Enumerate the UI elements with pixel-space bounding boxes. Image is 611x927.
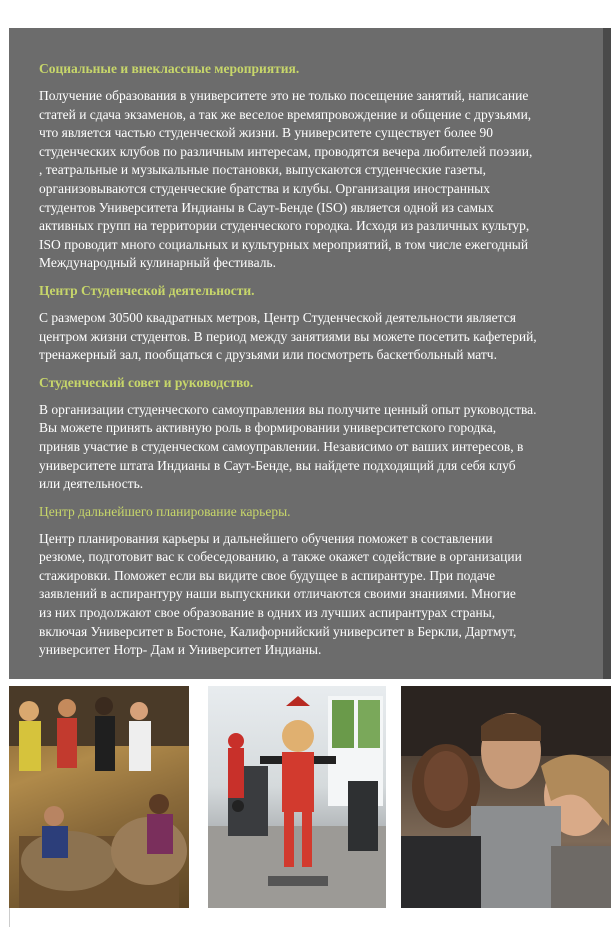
text-line: центром жизни студентов. В период между занятиями вы можете посетить кафетерий, xyxy=(39,328,537,344)
text-line: активных групп на территории студенческого городка. Исходя из различных культур, xyxy=(39,218,530,234)
panel-right-edge xyxy=(603,28,611,679)
article-content xyxy=(39,60,579,669)
text-line: университет Нотр- Дам и Университет Индианы. xyxy=(39,642,322,658)
text-line: Центр планирования карьеры и дальнейшего обучения поможет в составлении xyxy=(39,530,493,546)
text-line: или деятельность. xyxy=(39,476,144,492)
text-line: Получение образования в университете это не только посещение занятий, написание xyxy=(39,88,529,103)
paragraph-social-events xyxy=(39,87,579,273)
heading-student-council: Студенческий совет и руководство. xyxy=(39,374,254,390)
text-line: ISO проводит много социальных и культурных мероприятий, в том числе ежегодный xyxy=(39,236,529,252)
paragraph-career-center xyxy=(39,530,579,660)
text-line: резюме, подготовит вас к собеседованию, а также окажет содействие в организации xyxy=(39,549,522,565)
left-margin-line xyxy=(9,908,10,927)
paragraph-student-council xyxy=(39,401,579,494)
text-line: студенческих клубов по различным интересам, проводятся вечера любителей поэзии, xyxy=(39,143,533,159)
text-line: В организации студенческого самоуправления вы получите ценный опыт руководства. xyxy=(39,401,537,417)
photo-strip xyxy=(9,686,611,908)
heading-social-events: Социальные и внеклассные мероприятия. xyxy=(39,61,300,76)
students-lounge-illustration xyxy=(9,686,189,908)
text-line: С размером 30500 квадратных метров, Центр Студенческой деятельности является xyxy=(39,309,516,325)
text-line: заявлений в аспирантуру наши выпускники отличаются своими знаниями. Многие xyxy=(39,586,516,602)
text-line: тренажерный зал, пообщаться с друзьями или посмотреть баскетбольный матч. xyxy=(39,347,497,363)
heading-career-center: Центр дальнейшего планирование карьеры. xyxy=(39,503,291,519)
text-line: что является частью студенческой жизни. В университете существует более 90 xyxy=(39,125,493,141)
paragraph-student-center xyxy=(39,309,579,365)
mascot-gym-illustration xyxy=(208,686,386,908)
mascot-gym-photo xyxy=(208,686,386,908)
text-line: из них продолжают свое образование в одних из лучших аспирантурах страны, xyxy=(39,605,496,621)
text-line: университете штата Индианы в Саут-Бенде, вы найдете подходящий для себя клуб xyxy=(39,457,516,473)
students-lounge-photo xyxy=(9,686,189,908)
heading-student-center: Центр Студенческой деятельности. xyxy=(39,282,255,298)
text-line: статей и сдача экзаменов, а так же веселое времяпровождение и общение с друзьями, xyxy=(39,106,532,122)
students-selfie-illustration xyxy=(401,686,611,908)
text-line: Вы можете принять активную роль в формировании университетского городка, xyxy=(39,420,497,436)
students-selfie-photo xyxy=(401,686,611,908)
text-line: организовываются студенческие братства и клубы. Организация иностранных xyxy=(39,180,490,196)
text-line: студентов Университета Индианы в Саут-Бенде (ISO) является одной из самых xyxy=(39,199,494,215)
text-line: стажировки. Поможет если вы видите свое будущее в аспирантуре. При подаче xyxy=(39,567,496,583)
text-line: , театральные и музыкальные постановки, выпускаются студенческие газеты, xyxy=(39,162,486,178)
text-line: приняв участие в студенческом самоуправлении. Независимо от ваших интересов, в xyxy=(39,438,524,454)
top-margin xyxy=(0,0,611,28)
text-line: Международный кулинарный фестиваль. xyxy=(39,255,276,271)
text-line: включая Университет в Бостоне, Калифорнийский университет в Беркли, Дартмут, xyxy=(39,623,517,639)
